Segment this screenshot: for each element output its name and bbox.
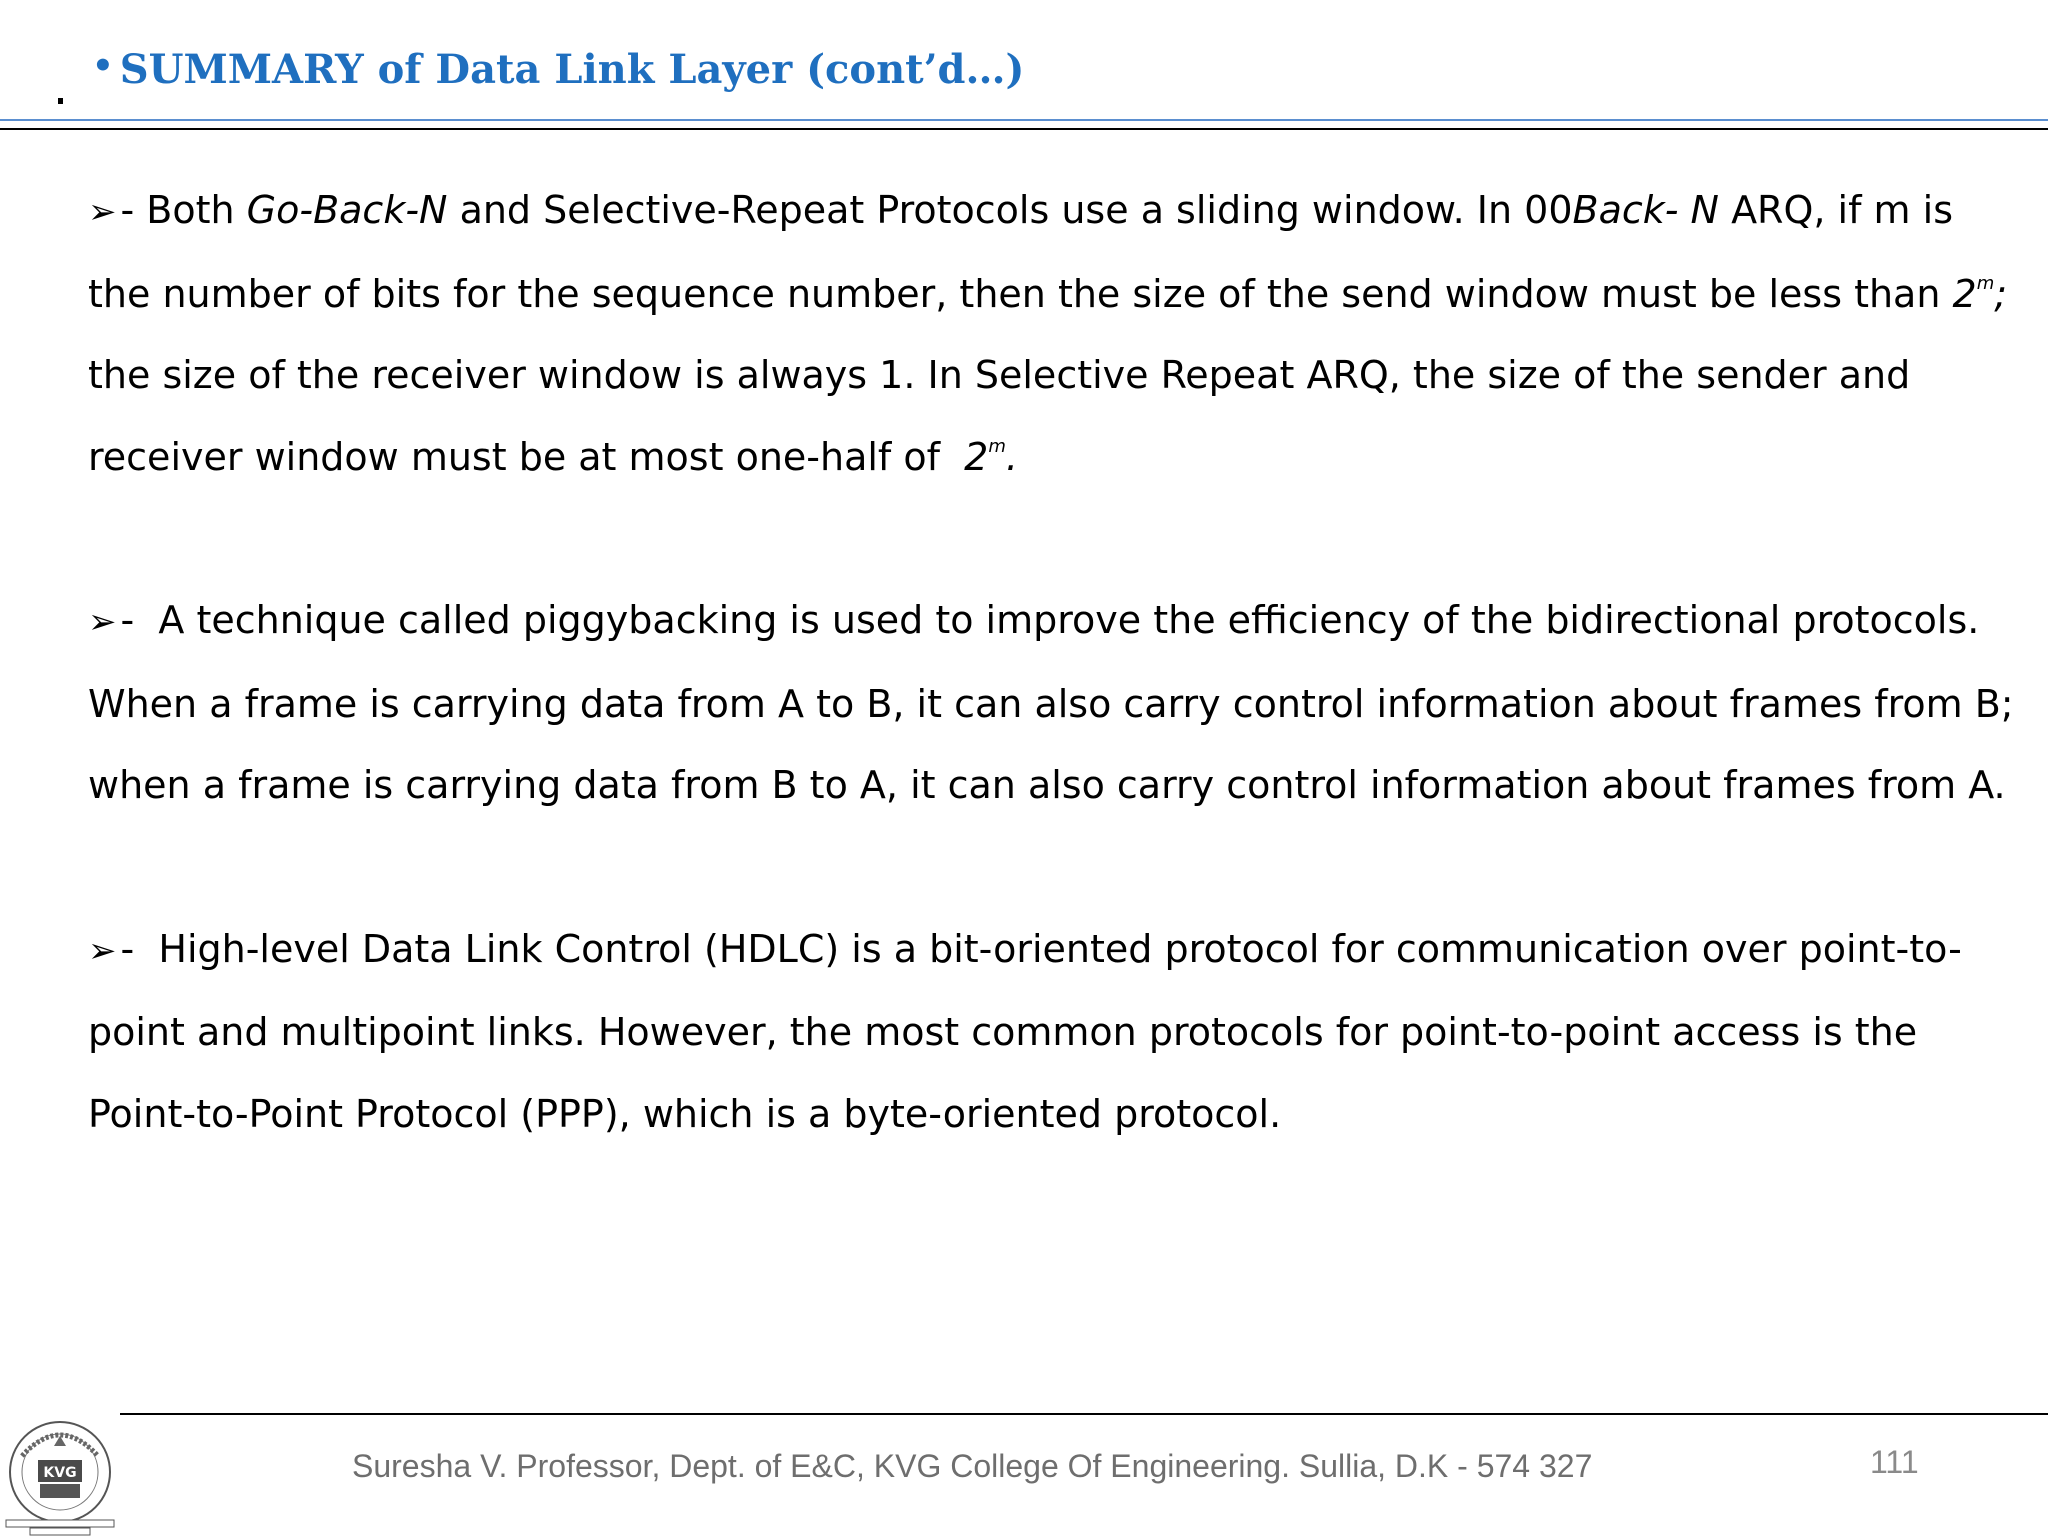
para1-text-a: - Both [120,188,247,232]
kvg-college-seal-icon [0,1416,120,1536]
arrow-bullet-icon: ➢ [88,602,117,642]
para1-semicolon: ; [1994,271,2008,316]
header-dot [58,98,63,104]
footer-credit: Suresha V. Professor, Dept. of E&C, KVG College Of Engineering. Sullia, D.K - 574 327 [352,1448,1593,1484]
slide-body [88,170,2026,1237]
title-bullet: • [92,45,114,86]
footer-rule [120,1413,2048,1415]
slide-title [92,46,1024,93]
para1-text-d: the size of the receiver window is always 1. In Selective Repeat ARQ, the size of the sender and receiver window must be at most one-half of [88,271,2020,479]
arrow-bullet-icon: ➢ [88,930,117,971]
para1-math-base-2: 2 [964,434,989,479]
para1-period: . [1005,434,1018,479]
para1-italic-back-n: Back- N [1572,188,1719,232]
header-rule-black [0,128,2048,130]
bullet-paragraph-piggybacking [88,580,2026,827]
para1-italic-go-back-n: Go-Back-N [246,188,448,232]
para1-math-exponent-2: m [988,435,1006,457]
para2-text: - A technique called piggybacking is used to improve the efficiency of the bidirectional protocols. When a frame is carrying data from A to B, it can also carry control information about frames from B; when a frame is carrying data from B to A, it can also carry control information about frames from A. [88,598,2026,807]
bullet-paragraph-hdlc [88,909,2023,1156]
para1-text-b: and Selective-Repeat Protocols use a sliding window. In 00 [447,188,1573,232]
para1-math-exponent: m [1976,272,1995,294]
para1-text-c: ARQ, if m is the number of bits for the sequence number, then the size of the send window must be less than [88,188,1966,316]
para3-text: - High-level Data Link Control (HDLC) is a bit-oriented protocol for communication over point-to-point and multipoint links. However, the most common protocols for point-to-point access is the Point-to-Point Protocol (PPP), which is a byte-oriented protocol. [88,926,1962,1136]
para1-math-base: 2 [1952,271,1977,316]
arrow-bullet-icon: ➢ [88,192,117,232]
page-number: 111 [1870,1444,1919,1480]
bullet-paragraph-sliding-window [88,170,2023,498]
header-rule-blue [0,119,2048,121]
slide-title-text: SUMMARY of Data Link Layer (cont’d…) [119,46,1025,93]
slide-header [0,0,2048,130]
svg-text:KVG: KVG [43,1465,77,1481]
